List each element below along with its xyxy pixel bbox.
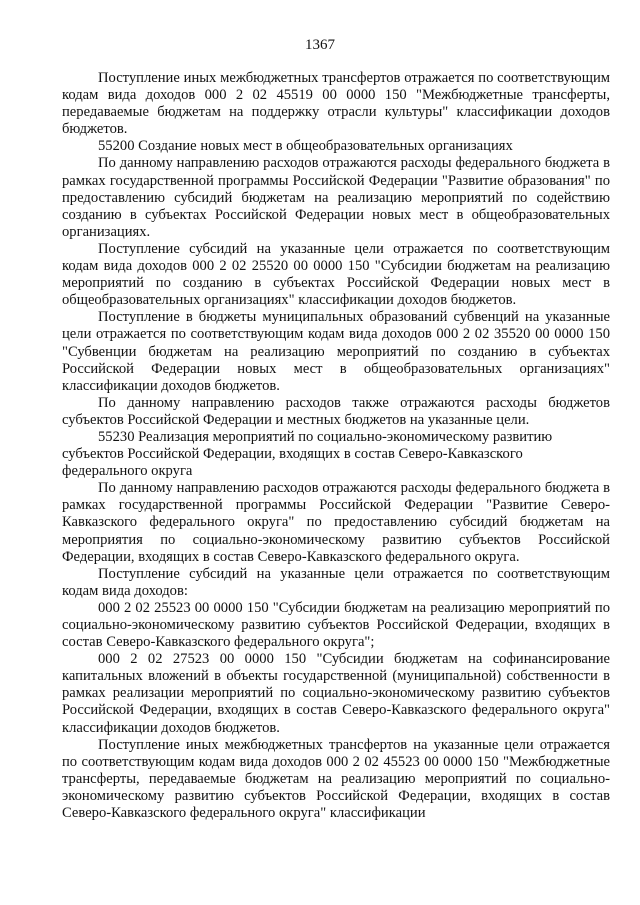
- paragraph: Поступление иных межбюджетных трансфертов на указанные цели отражается по соответствующим кодам вида доходов 000 2 02 45523 00 0000 150 "Межбюджетные трансферты, передаваемые бюджетам на реализацию мероприятий по социально-экономическому развитию субъектов Российской Федерации, входящих в состав Северо-Кавказского федерального округа" классификации: [62, 736, 610, 822]
- section-heading: 55200 Создание новых мест в общеобразовательных организациях: [98, 138, 513, 155]
- paragraph: Поступление иных межбюджетных трансфертов отражается по соответствующим кодам вида доходов 000 2 02 45519 00 0000 150 "Межбюджетные трансферты, передаваемые бюджетам на поддержку отрасли культуры" классификации доходов бюджетов.: [62, 70, 610, 138]
- paragraph: Поступление субсидий на указанные цели отражается по соответствующим кодам вида доходов 000 2 02 25520 00 0000 150 "Субсидии бюджетам на реализацию мероприятий по созданию в субъектах Российской Федерации новых мест в общеобразовательных организациях" классификации доходов бюджетов.: [62, 240, 610, 309]
- paragraph: 000 2 02 27523 00 0000 150 "Субсидии бюджетам на софинансирование капитальных вложений в объекты государственной (муниципальной) собственности в рамках реализации мероприятий по социально-экономическому развитию субъектов Российской Федерации, входящих в состав Северо-Кавказского федерального округа" классификации доходов бюджетов.: [62, 651, 610, 736]
- paragraph: Поступление субсидий на указанные цели отражается по соответствующим кодам вида доходов:: [62, 565, 610, 599]
- section-heading: 55230 Реализация мероприятий по социально-экономическому развитию субъектов Российской Федерации, входящих в состав Северо-Кавказского федерального округа: [62, 428, 553, 480]
- paragraph: По данному направлению расходов также отражаются расходы бюджетов субъектов Российской Федерации и местных бюджетов на указанные цели.: [62, 394, 610, 428]
- paragraph: По данному направлению расходов отражаются расходы федерального бюджета в рамках государственной программы Российской Федерации "Развитие образования" по предоставлению субсидий бюджетам на реализацию мероприятий по содействию созданию в субъектах Российской Федерации новых мест в общеобразовательных организациях.: [62, 155, 610, 240]
- page-number: 1367: [305, 37, 335, 53]
- document-body: [62, 70, 610, 822]
- paragraph: 000 2 02 25523 00 0000 150 "Субсидии бюджетам на реализацию мероприятий по социально-экономическому развитию субъектов Российской Федерации, входящих в состав Северо-Кавказского федерального округа";: [62, 599, 610, 651]
- paragraph: Поступление в бюджеты муниципальных образований субвенций на указанные цели отражается по соответствующим кодам вида доходов 000 2 02 35520 00 0000 150 "Субвенции бюджетам на реализацию мероприятий по созданию в субъектах Российской Федерации новых мест в общеобразовательных организациях" классификации доходов бюджетов.: [62, 309, 610, 394]
- paragraph: По данному направлению расходов отражаются расходы федерального бюджета в рамках государственной программы Российской Федерации "Развитие Северо-Кавказского федерального округа" по предоставлению субсидий бюджетам на мероприятия по социально-экономическому развитию субъектов Российской Федерации, входящих в состав Северо-Кавказского федерального округа.: [62, 480, 610, 565]
